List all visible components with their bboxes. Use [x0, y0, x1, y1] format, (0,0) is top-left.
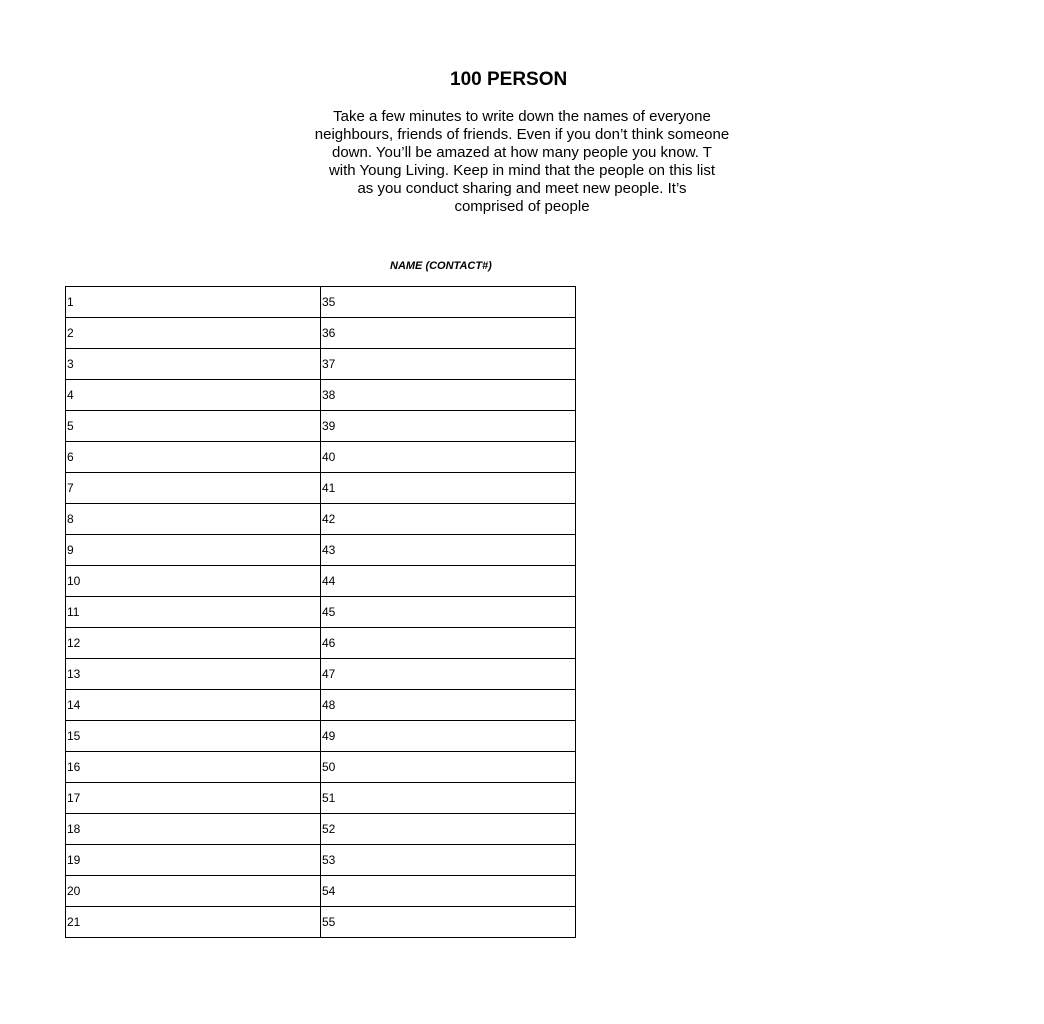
table-row	[66, 318, 576, 349]
contact-cell-left[interactable]: 1	[66, 287, 321, 318]
table-row	[66, 349, 576, 380]
contact-cell-right[interactable]: 42	[321, 504, 576, 535]
table-row	[66, 380, 576, 411]
contact-cell-right[interactable]: 44	[321, 566, 576, 597]
table-row	[66, 504, 576, 535]
contact-cell-left[interactable]: 17	[66, 783, 321, 814]
table-row	[66, 535, 576, 566]
contact-cell-left[interactable]: 20	[66, 876, 321, 907]
intro-paragraph	[0, 108, 1044, 216]
contact-cell-right[interactable]: 49	[321, 721, 576, 752]
intro-line: comprised of people	[454, 198, 590, 215]
contact-cell-left[interactable]: 21	[66, 907, 321, 938]
contact-cell-right[interactable]: 51	[321, 783, 576, 814]
contact-cell-left[interactable]: 15	[66, 721, 321, 752]
table-row	[66, 473, 576, 504]
contact-cell-left[interactable]: 12	[66, 628, 321, 659]
contact-cell-left[interactable]: 16	[66, 752, 321, 783]
intro-line: down. You’ll be amazed at how many people you know. T	[332, 144, 712, 161]
intro-line: as you conduct sharing and meet new people. It’s	[357, 180, 687, 197]
contact-cell-right[interactable]: 53	[321, 845, 576, 876]
table-row	[66, 442, 576, 473]
intro-line: neighbours, friends of friends. Even if you don’t think someone	[314, 126, 730, 143]
table-row	[66, 690, 576, 721]
contact-cell-right[interactable]: 38	[321, 380, 576, 411]
column-header: NAME (CONTACT#)	[390, 260, 492, 272]
contact-cell-left[interactable]: 3	[66, 349, 321, 380]
contact-cell-left[interactable]: 8	[66, 504, 321, 535]
contact-cell-left[interactable]: 14	[66, 690, 321, 721]
contact-cell-right[interactable]: 43	[321, 535, 576, 566]
contact-cell-right[interactable]: 37	[321, 349, 576, 380]
table-row	[66, 721, 576, 752]
table-row	[66, 566, 576, 597]
table-row	[66, 907, 576, 938]
intro-line: with Young Living. Keep in mind that the people on this list	[328, 162, 716, 179]
contact-cell-left[interactable]: 19	[66, 845, 321, 876]
contact-cell-left[interactable]: 5	[66, 411, 321, 442]
table-row	[66, 845, 576, 876]
table-row	[66, 783, 576, 814]
contact-cell-right[interactable]: 40	[321, 442, 576, 473]
contact-cell-left[interactable]: 10	[66, 566, 321, 597]
table-row	[66, 752, 576, 783]
contact-cell-right[interactable]: 50	[321, 752, 576, 783]
contact-cell-left[interactable]: 2	[66, 318, 321, 349]
table-row	[66, 287, 576, 318]
contact-cell-right[interactable]: 36	[321, 318, 576, 349]
contact-cell-left[interactable]: 18	[66, 814, 321, 845]
page-title: 100 PERSON	[450, 69, 568, 90]
contact-cell-left[interactable]: 11	[66, 597, 321, 628]
contact-cell-right[interactable]: 54	[321, 876, 576, 907]
table-row	[66, 628, 576, 659]
contact-cell-right[interactable]: 41	[321, 473, 576, 504]
contact-table	[65, 286, 576, 938]
table-row	[66, 597, 576, 628]
intro-line: Take a few minutes to write down the names of everyone	[333, 108, 711, 125]
table-row	[66, 876, 576, 907]
contact-cell-right[interactable]: 48	[321, 690, 576, 721]
table-row	[66, 411, 576, 442]
contact-cell-right[interactable]: 45	[321, 597, 576, 628]
contact-cell-left[interactable]: 6	[66, 442, 321, 473]
table-row	[66, 659, 576, 690]
contact-cell-left[interactable]: 7	[66, 473, 321, 504]
table-row	[66, 814, 576, 845]
contact-cell-left[interactable]: 4	[66, 380, 321, 411]
contact-cell-left[interactable]: 9	[66, 535, 321, 566]
contact-cell-right[interactable]: 52	[321, 814, 576, 845]
contact-cell-left[interactable]: 13	[66, 659, 321, 690]
contact-cell-right[interactable]: 55	[321, 907, 576, 938]
contact-cell-right[interactable]: 39	[321, 411, 576, 442]
contact-cell-right[interactable]: 35	[321, 287, 576, 318]
contact-cell-right[interactable]: 47	[321, 659, 576, 690]
contact-cell-right[interactable]: 46	[321, 628, 576, 659]
